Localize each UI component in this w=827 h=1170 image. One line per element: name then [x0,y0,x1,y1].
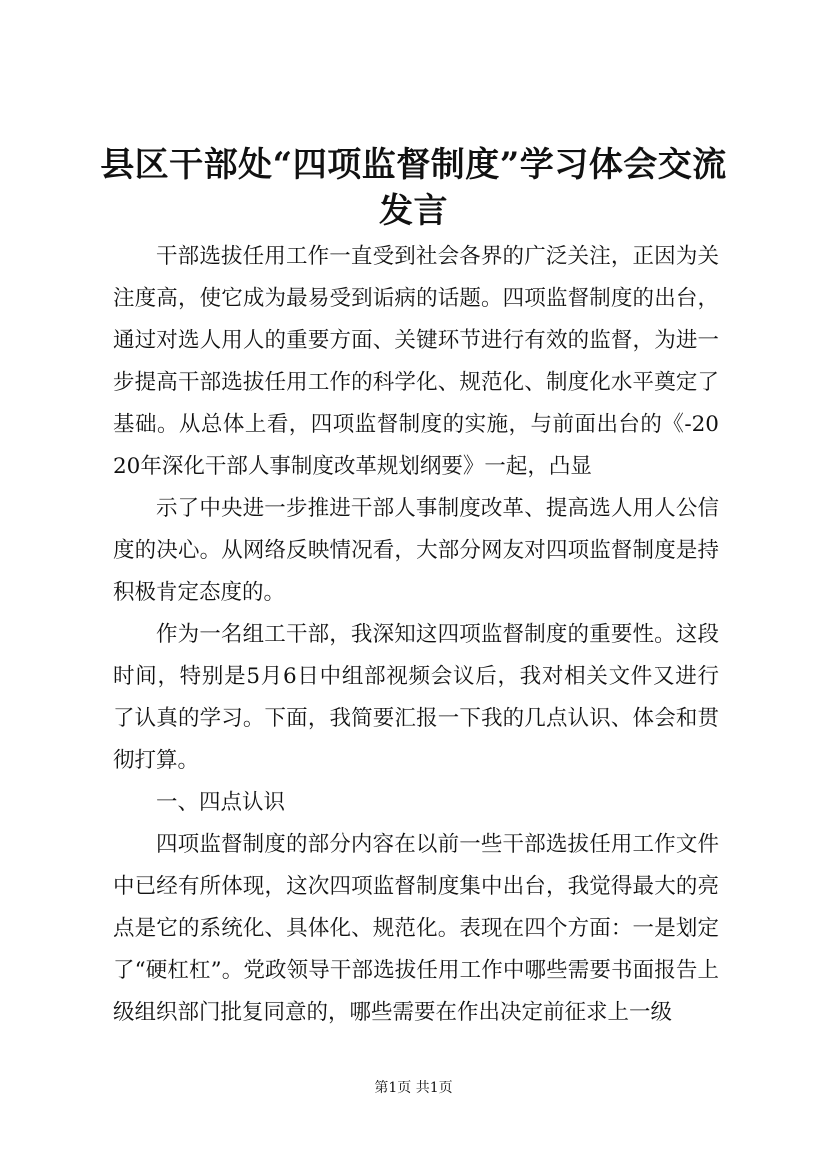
document-body [113,236,719,1034]
paragraph-intro: 干部选拔任用工作一直受到社会各界的广泛关注，正因为关注度高，使它成为最易受到诟病的话题。四项监督制度的出台，通过对选人用人的重要方面、关键环节进行有效的监督，为进一步提高干部选拔任用工作的科学化、规范化、制度化水平奠定了基础。从总体上看，四项监督制度的实施，与前面出台的《-2020年深化干部人事制度改革规划纲要》一起，凸显 [113,244,719,479]
paragraph-section-one: 四项监督制度的部分内容在以前一些干部选拔任用工作文件中已经有所体现，这次四项监督制度集中出台，我觉得最大的亮点是它的系统化、具体化、规范化。表现在四个方面：一是划定了“硬杠杠”。党政领导干部选拔任用工作中哪些需要书面报告上级组织部门批复同意的，哪些需要在作出决定前征求上一级 [113,832,719,1025]
section-heading: 一、四点认识 [156,790,286,815]
paragraph-personal: 作为一名组工干部，我深知这四项监督制度的重要性。这段时间，特别是5月6日中组部视频会议后，我对相关文件又进行了认真的学习。下面，我简要汇报一下我的几点认识、体会和贯彻打算。 [113,622,719,773]
document-title: 县区干部处“四项监督制度”学习体会交流发言 [100,145,727,231]
page-number-footer: 第1页 共1页 [374,1080,453,1096]
paragraph-continuation: 示了中央进一步推进干部人事制度改革、提高选人用人公信度的决心。从网络反映情况看，大部分网友对四项监督制度是持积极肯定态度的。 [113,496,719,605]
